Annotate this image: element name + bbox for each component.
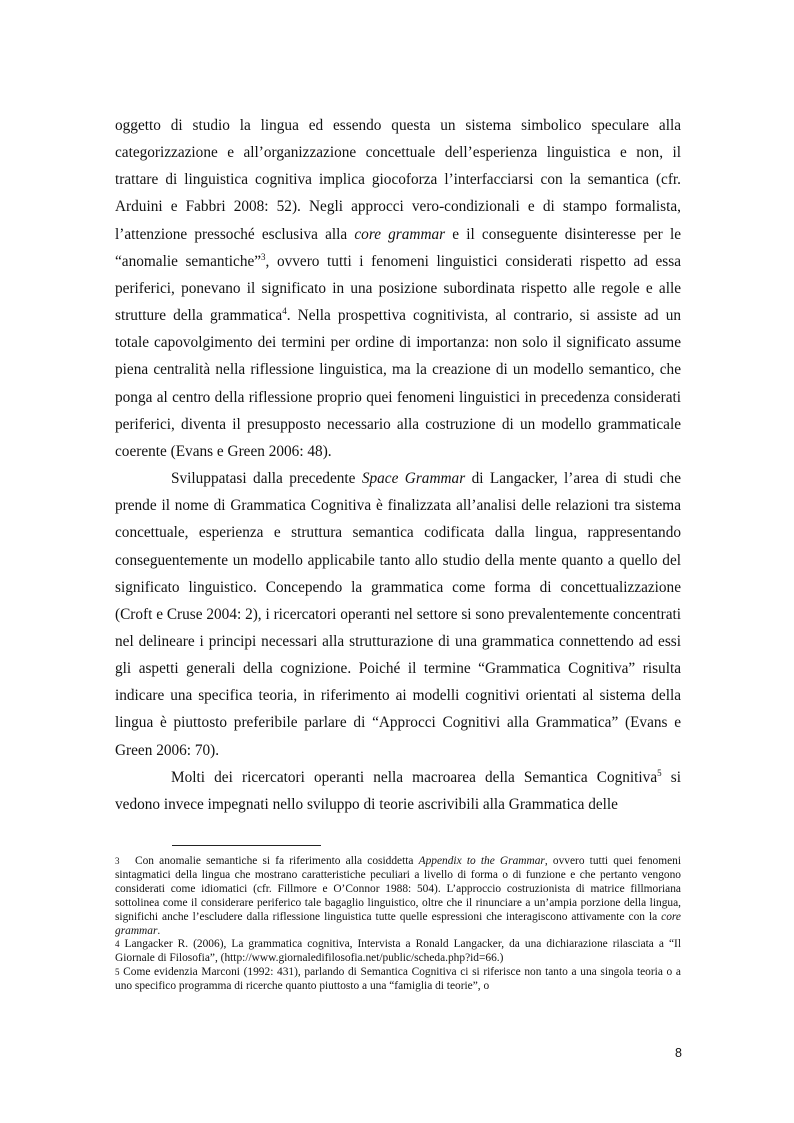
footnote-3-text: , ovvero tutti quei fenomeni sintagmatici della lingua che mostrano caratteristiche peculiari a livello di forma o di funzione e che pertanto vengono considerati come idiomatici (cfr. Fillmore e O’Connor 1988: 504). L’approccio costruzionista di matrice fillmoriana sottolinea come il considerare periferico tale bagaglio linguistico, oltre che il rinunciare a un’ampia porzione della lingua, significhi anche l’escludere dalla riflessione linguistica tutte quelle espressioni che interagiscono attivamente con la xyxy=(115,855,682,923)
paragraph-2-text: Sviluppatasi dalla precedente xyxy=(171,470,362,488)
footnote-number-5: 5 xyxy=(115,967,120,978)
paragraph-1-text: . Nella prospettiva cognitivista, al contrario, si assiste ad un totale capovolgimento dei termini per ordine di importanza: non solo il significato assume piena centralità nella riflessione linguistica, ma la creazione di un modello semantico, che ponga al centro della riflessione proprio quei fenomeni linguistici in precedenza considerati periferici, diventa il presupposto necessario alla costruzione di un modello grammaticale coerente (Evans e Green 2006: 48). xyxy=(115,307,681,460)
italic-term-core-grammar: core grammar xyxy=(115,910,681,937)
paragraph-2 xyxy=(115,465,681,764)
footnote-3-text: . xyxy=(157,924,161,937)
paragraph-1-text: , ovvero tutti i fenomeni linguistici considerati rispetto ad essa periferici, ponevano il significato in una posizione subordinata rispetto alle regole e alle strutture della grammatica xyxy=(115,252,681,325)
paragraph-1-text: e il conseguente disinteresse per le “anomalie semantiche” xyxy=(115,225,681,270)
italic-term-appendix: Appendix to the Grammar xyxy=(418,855,545,867)
footnote-5-text: Come evidenzia Marconi (1992: 431), parlando di Semantica Cognitiva ci si riferisce non tanto a una singola teoria o a uno specifico programma di ricerche quanto piuttosto a una “famiglia di teorie”, o xyxy=(115,966,681,993)
footnote-4 xyxy=(115,938,681,966)
paragraph-3-text: si vedono invece impegnati nello sviluppo di teorie ascrivibili alla Grammatica delle xyxy=(115,768,681,813)
footnote-3 xyxy=(115,855,681,938)
footnote-3-text: Con anomalie semantiche si fa riferimento alla cosiddetta xyxy=(135,855,419,867)
paragraph-1-text: oggetto di studio la lingua ed essendo questa un sistema simbolico speculare alla categorizzazione e all’organizzazione concettuale dell’esperienza linguistica e non, il trattare di linguistica cognitiva implica giocoforza l’interfacciarsi con la semantica (cfr. Arduini e Fabbri 2008: 52). Negli approcci vero-condizionali e di stampo formalista, l’attenzione pressoché esclusiva alla xyxy=(115,117,681,243)
footnote-number-3: 3 xyxy=(115,856,120,866)
paragraph-1 xyxy=(115,112,681,465)
body-text xyxy=(115,112,681,818)
footnote-4-text[interactable]: Langacker R. (2006), La grammatica cognitiva, Intervista a Ronald Langacker, da una dichiarazione rilasciata a “Il Giornale di Filosofia”, (http://www.giornaledifilosofia.net/public/scheda.php?id=66.) xyxy=(115,938,681,965)
paragraph-3 xyxy=(115,764,681,818)
footnotes xyxy=(115,855,681,994)
footnote-5 xyxy=(115,966,681,994)
footnote-number-4: 4 xyxy=(115,939,120,950)
paragraph-2-text: di Langacker, l’area di studi che prende il nome di Grammatica Cognitiva è finalizzata all’analisi delle relazioni tra sistema concettuale, esperienza e struttura semantica codificata dalla lingua, rappresentando conseguentemente un modello applicabile tanto allo studio della mente quanto a quello del significato linguistico. Concependo la grammatica come forma di concettualizzazione (Croft e Cruse 2004: 2), i ricercatori operanti nel settore si sono prevalentemente concentrati nel delineare i principi necessari alla strutturazione di una grammatica connettendo ad essi gli aspetti generali della cognizione. Poiché il termine “Grammatica Cognitiva” risulta indicare una specifica teoria, in riferimento ai modelli cognitivi orientati al sistema della lingua è piuttosto preferibile parlare di “Approcci Cognitivi alla Grammatica” (Evans e Green 2006: 70). xyxy=(115,470,681,759)
footnote-ref-4[interactable]: 4 xyxy=(282,306,287,316)
page-number: 8 xyxy=(675,1046,682,1060)
italic-term-space-grammar: Space Grammar xyxy=(361,470,466,488)
italic-term-core-grammar: core grammar xyxy=(354,225,446,243)
footnote-separator xyxy=(172,845,321,846)
footnote-ref-5[interactable]: 5 xyxy=(657,767,662,778)
paragraph-3-text: Molti dei ricercatori operanti nella macroarea della Semantica Cognitiva xyxy=(171,768,658,786)
footnote-ref-3[interactable]: 3 xyxy=(261,251,266,262)
